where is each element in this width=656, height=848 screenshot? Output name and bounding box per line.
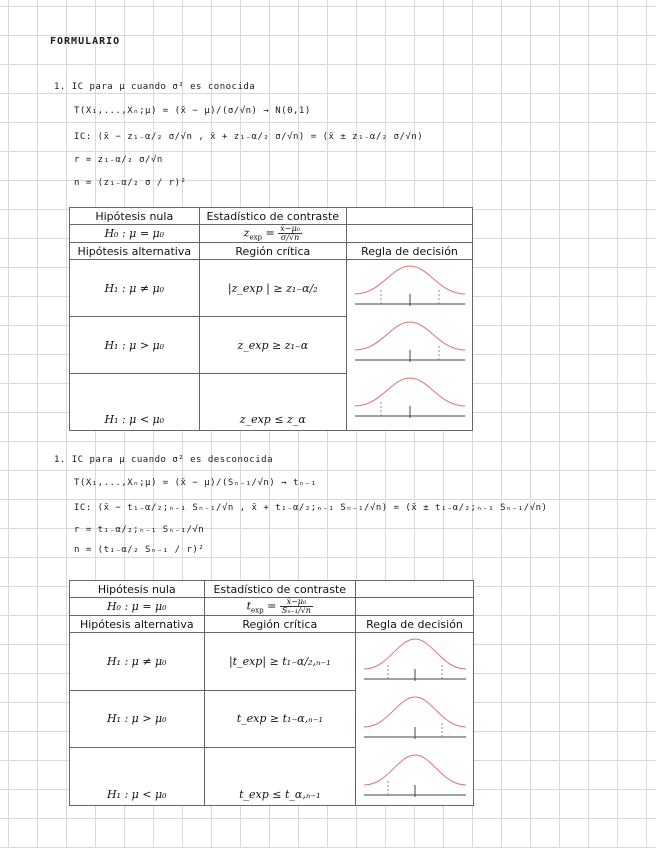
header-empty — [347, 208, 473, 225]
alt-hypothesis: H₁ : μ ≠ μ₀ — [70, 633, 205, 691]
header-null-hypothesis: Hipótesis nula — [70, 208, 200, 225]
right-tailed-plot — [355, 322, 465, 362]
left-tailed-plot — [364, 755, 466, 797]
section1-interval: IC: (x̄ − z₁₋α/₂ σ/√n , x̄ + z₁₋α/₂ σ/√n) = (x̄ ± z₁₋α/₂ σ/√n) — [74, 132, 424, 142]
header-empty — [356, 581, 474, 598]
alt-hypothesis: H₁ : μ ≠ μ₀ — [70, 260, 200, 317]
left-tailed-plot — [355, 378, 465, 418]
header-test-statistic: Estadístico de contraste — [204, 581, 355, 598]
alt-hypothesis: H₁ : μ < μ₀ — [70, 748, 205, 806]
two-tailed-plot — [355, 266, 465, 306]
normal-curves-figure — [351, 260, 469, 430]
header-test-statistic: Estadístico de contraste — [199, 208, 346, 225]
critical-region: t_exp ≥ t₁₋α,ₙ₋₁ — [204, 690, 355, 748]
alt-hypothesis: H₁ : μ < μ₀ — [70, 374, 200, 431]
section2-sample-size: n = (t₁₋α/₂ Sₙ₋₁ / r)² — [74, 545, 205, 555]
header-null-hypothesis: Hipótesis nula — [70, 581, 205, 598]
critical-region: |z_exp | ≥ z₁₋α/₂ — [199, 260, 346, 317]
decision-rule-plots — [356, 633, 474, 806]
alt-hypothesis: H₁ : μ > μ₀ — [70, 690, 205, 748]
header-decision-rule: Regla de decisión — [347, 243, 473, 260]
decision-rule-plots — [347, 260, 473, 431]
test-statistic-formula: $t_{exp}$ = $\frac{\text{x̄−μ₀}}{\text{Sₙ₋₁/√n}}$ — [204, 598, 355, 616]
right-tailed-plot — [364, 697, 466, 739]
section2-interval: IC: (x̄ − t₁₋α/₂;ₙ₋₁ Sₙ₋₁/√n , x̄ + t₁₋α/₂;ₙ₋₁ Sₙ₋₁/√n) = (x̄ ± t₁₋α/₂;ₙ₋₁ Sₙ₋₁/√n) — [74, 503, 548, 513]
section1-pivot: T(X₁,...,Xₙ;μ) = (x̄ − μ)/(σ/√n) → N(0,1) — [74, 106, 311, 116]
header-critical-region: Región crítica — [199, 243, 346, 260]
null-hypothesis-value: H₀ : μ = μ₀ — [70, 225, 200, 243]
critical-region: z_exp ≤ z_α — [199, 374, 346, 431]
critical-region: t_exp ≤ t_α,ₙ₋₁ — [204, 748, 355, 806]
two-tailed-plot — [364, 639, 466, 681]
critical-region: |t_exp| ≥ t₁₋α/₂,ₙ₋₁ — [204, 633, 355, 691]
section1-heading: 1. IC para μ cuando σ² es conocida — [54, 82, 256, 92]
section2-heading: 1. IC para μ cuando σ² es desconocida — [54, 455, 273, 465]
header-critical-region: Región crítica — [204, 616, 355, 633]
section1-radius: r = z₁₋α/₂ σ/√n — [74, 155, 163, 165]
hypothesis-table-1 — [69, 207, 473, 431]
page-title: FORMULARIO — [50, 36, 121, 47]
header-alternative-hypothesis: Hipótesis alternativa — [70, 616, 205, 633]
null-hypothesis-value: H₀ : μ = μ₀ — [70, 598, 205, 616]
hypothesis-table-2 — [69, 580, 474, 806]
alt-hypothesis: H₁ : μ > μ₀ — [70, 317, 200, 374]
test-statistic-formula: $z_{exp}$ = $\frac{\text{x̄−μ₀}}{\sigma/√n}$ — [199, 225, 346, 243]
section2-pivot: T(X₁,...,Xₙ;μ) = (x̄ − μ)/(Sₙ₋₁/√n) → tₙ₋₁ — [74, 478, 317, 488]
critical-region: z_exp ≥ z₁₋α — [199, 317, 346, 374]
section1-sample-size: n = (z₁₋α/₂ σ / r)² — [74, 178, 187, 188]
header-decision-rule: Regla de decisión — [356, 616, 474, 633]
t-curves-figure — [360, 633, 470, 805]
section2-radius: r = t₁₋α/₂;ₙ₋₁ Sₙ₋₁/√n — [74, 525, 205, 535]
header-alternative-hypothesis: Hipótesis alternativa — [70, 243, 200, 260]
